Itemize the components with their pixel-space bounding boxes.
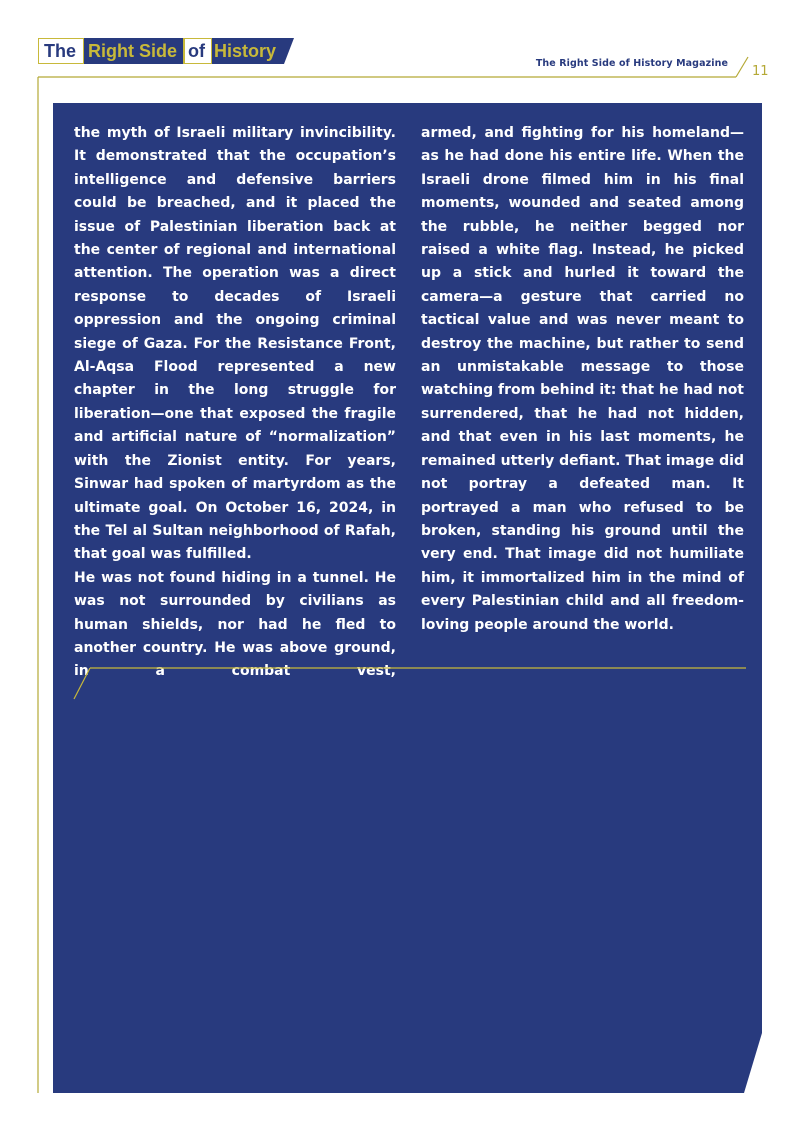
article-paragraph: the myth of Israeli military invincibility. It demonstrated that the occupation’s intelligence and defensive barriers could be breached, and it placed the issue of Palestinian liberation back at the center of regional and international attention. The operation was a direct response to decades of Israeli oppression and the ongoing criminal siege of Gaza. For the Resistance Front, Al-Aqsa Flood represented a new chapter in the long struggle for liberation—one that exposed the fragile and artificial nature of “normalization” with the Zionist entity. For years, Sinwar had spoken of martyrdom as the ultimate goal. On October 16, 2024, in the Tel al Sultan neighborhood of Rafah, that goal was fulfilled. [74, 125, 396, 563]
page-number: 11 [752, 64, 769, 79]
article-paragraph: armed, and fighting for his homeland—as he had done his entire life. When the Israeli drone filmed him in his final moments, wounded and seated among the rubble, he neither begged nor raised a white flag. Instead, he picked up a stick and hurled it toward the camera—a gesture that carried no tactical value and was never meant to destroy the machine, but rather to send an unmistakable message to those watching from behind it: that he had not surrendered, that he had not hidden, and that even in his last moments, he remained utterly defiant. That image did not portray a defeated man. It portrayed a man who refused to be broken, standing his ground until the very end. That image did not humiliate him, it immortalized him in the mind of every Palestinian child and all freedom-loving people around the world. [421, 125, 744, 633]
magazine-name: The Right Side of History Magazine [535, 58, 728, 69]
article-paragraph: He was not found hiding in a tunnel. He was not surrounded by civilians as human shields, nor had he fled to another country. He was above ground, in a combat vest, [74, 569, 396, 680]
logo-word-history: History [214, 41, 277, 61]
logo-word-of: of [188, 41, 205, 61]
logo-word-right-side: Right Side [88, 41, 177, 61]
logo-word-the: The [44, 41, 77, 61]
